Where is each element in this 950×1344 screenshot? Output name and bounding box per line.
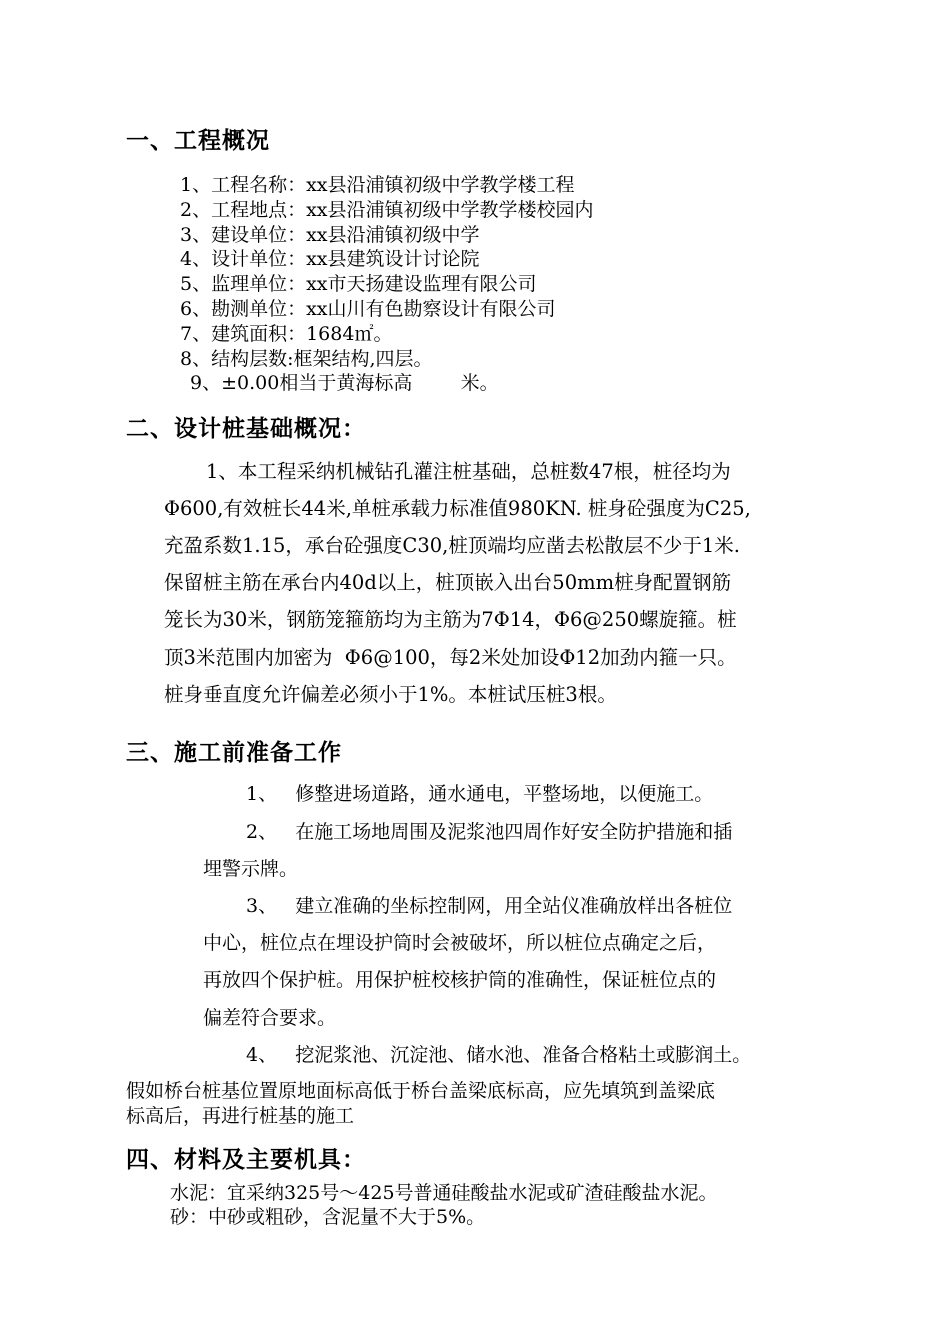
paragraph-line: 再放四个保护桩。用保护桩校核护筒的准确性，保证桩位点的: [203, 969, 717, 991]
paragraph-line: 偏差符合要求。: [203, 1007, 337, 1029]
list-item: 3、建设单位：xx县沿浦镇初级中学: [180, 224, 480, 246]
paragraph-line: 2、 在施工场地周围及泥浆池四周作好安全防护措施和插: [246, 821, 733, 843]
paragraph-line: 标高后，再进行桩基的施工: [126, 1105, 355, 1127]
paragraph-line: 假如桥台桩基位置原地面标高低于桥台盖梁底标高，应先填筑到盖梁底: [126, 1080, 716, 1102]
paragraph-line: 1、 修整进场道路，通水通电，平整场地，以便施工。: [246, 783, 714, 805]
paragraph-line: 充盈系数1.15，承台砼强度C30,桩顶端均应凿去松散层不少于1米.: [164, 534, 740, 557]
list-item: 4、设计单位：xx县建筑设计讨论院: [180, 248, 480, 270]
paragraph-line: Φ600,有效桩长44米,单桩承载力标准值980KN. 桩身砼强度为C25,: [164, 497, 751, 520]
paragraph-line: 顶3米范围内加密为 Φ6@100，每2米处加设Φ12加劲内箍一只。: [164, 646, 737, 669]
section-2-heading: 二、设计桩基础概况：: [126, 415, 366, 442]
paragraph-line: 3、 建立准确的坐标控制网，用全站仪准确放样出各桩位: [246, 895, 733, 917]
paragraph-line: 中心，桩位点在埋设护筒时会被破坏，所以桩位点确定之后，: [203, 932, 717, 954]
paragraph-line: 4、 挖泥浆池、沉淀池、储水池、准备合格粘土或膨润土。: [246, 1044, 752, 1066]
paragraph-line: 埋警示牌。: [203, 858, 299, 880]
list-item: 8、结构层数:框架结构,四层。: [180, 348, 433, 370]
paragraph-line: 水泥：宜采纳325号～425号普通硅酸盐水泥或矿渣硅酸盐水泥。: [170, 1182, 718, 1204]
list-item: 7、建筑面积：1684㎡。: [180, 323, 393, 345]
paragraph-line: 笼长为30米，钢筋笼箍筋均为主筋为7Φ14，Φ6@250螺旋箍。桩: [164, 608, 737, 631]
list-item: 9、±0.00相当于黄海标高 米。: [190, 372, 499, 394]
list-item: 1、工程名称：xx县沿浦镇初级中学教学楼工程: [180, 174, 575, 196]
section-1-heading: 一、工程概况: [126, 127, 270, 154]
list-item: 6、勘测单位：xx山川有色勘察设计有限公司: [180, 298, 556, 320]
section-4-heading: 四、材料及主要机具：: [126, 1146, 366, 1173]
section-3-heading: 三、施工前准备工作: [126, 739, 342, 766]
list-item: 5、监理单位：xx市天扬建设监理有限公司: [180, 273, 537, 295]
paragraph-line: 1、本工程采纳机械钻孔灌注桩基础，总桩数47根，桩径均为: [206, 460, 731, 483]
paragraph-line: 桩身垂直度允许偏差必须小于1%。本桩试压桩3根。: [164, 683, 617, 706]
paragraph-line: 砂：中砂或粗砂，含泥量不大于5%。: [170, 1206, 486, 1228]
paragraph-line: 保留桩主筋在承台内40d以上，桩顶嵌入出台50mm桩身配置钢筋: [164, 571, 732, 594]
list-item: 2、工程地点：xx县沿浦镇初级中学教学楼校园内: [180, 199, 594, 221]
